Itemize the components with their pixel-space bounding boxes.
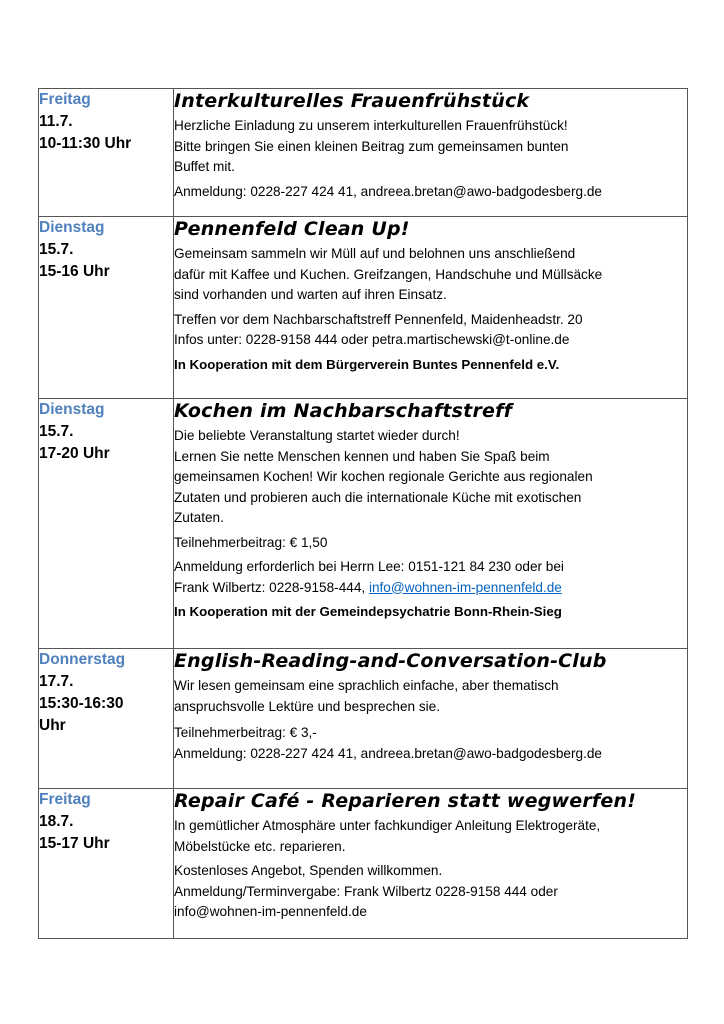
event-description: Wir lesen gemeinsam eine sprachlich einfache, aber thematisch anspruchsvolle Lektüre und besprechen sie.	[174, 678, 559, 714]
event-date-cell	[39, 89, 174, 217]
event-row-english-club	[39, 649, 688, 789]
event-title: Kochen im Nachbarschaftstreff	[174, 400, 513, 422]
event-day: Donnerstag	[39, 651, 126, 668]
event-row-clean-up	[39, 217, 688, 399]
event-title: Pennenfeld Clean Up!	[174, 218, 410, 240]
event-date: 18.7.	[39, 813, 74, 830]
event-cooperation: In Kooperation mit der Gemeindepsychatrie Bonn-Rhein-Sieg	[174, 604, 562, 619]
event-time: 15-17 Uhr	[39, 835, 110, 852]
event-title: English-Reading-and-Conversation-Club	[174, 650, 607, 672]
event-description: In gemütlicher Atmosphäre unter fachkundiger Anleitung Elektrogeräte, Möbelstücke etc. reparieren.	[174, 818, 601, 854]
event-date: 15.7.	[39, 241, 74, 258]
event-info-cell	[174, 399, 688, 649]
event-info-cell	[174, 649, 688, 789]
event-description: Die beliebte Veranstaltung startet wieder durch! Lernen Sie nette Menschen kennen und haben Sie Spaß beim gemeinsamen Kochen! Wir kochen regionale Gerichte aus regionalen Zutaten und probieren auch die internationale Küche mit exotischen Zutaten.	[174, 428, 593, 525]
event-date: 11.7.	[39, 113, 73, 130]
event-contact: Treffen vor dem Nachbarschaftstreff Pennenfeld, Maidenheadstr. 20 Infos unter: 0228-9158 444 oder petra.martischewski@t-online.de	[174, 311, 583, 347]
event-day: Freitag	[39, 91, 91, 108]
event-date-cell	[39, 217, 174, 399]
event-date-cell	[39, 399, 174, 649]
event-time: 17-20 Uhr	[39, 445, 110, 462]
event-schedule-table	[38, 88, 688, 939]
event-info-cell	[174, 89, 688, 217]
event-description: Herzliche Einladung zu unserem interkulturellen Frauenfrühstück! Bitte bringen Sie einen kleinen Beitrag zum gemeinsamen bunten Buffet mit.	[174, 118, 569, 174]
event-info-cell	[174, 217, 688, 399]
event-date-cell	[39, 789, 174, 939]
event-fee: Teilnehmerbeitrag: € 1,50	[174, 534, 328, 550]
event-date-cell	[39, 649, 174, 789]
event-cooperation: In Kooperation mit dem Bürgerverein Buntes Pennenfeld e.V.	[174, 356, 560, 372]
event-time: 15-16 Uhr	[39, 263, 110, 280]
event-date: 15.7.	[39, 423, 74, 440]
event-contact: Kostenloses Angebot, Spenden willkommen. Anmeldung/Terminvergabe: Frank Wilbertz 0228-9158 444 oder info@wohnen-im-pennenfeld.de	[174, 863, 558, 919]
event-day: Dienstag	[39, 219, 105, 236]
event-day: Freitag	[39, 791, 91, 808]
event-row-kochen	[39, 399, 688, 649]
event-time: 10-11:30 Uhr	[39, 135, 132, 152]
event-contact: Anmeldung: 0228-227 424 41, andreea.bretan@awo-badgodesberg.de	[174, 183, 602, 199]
event-contact: Anmeldung erforderlich bei Herrn Lee: 0151-121 84 230 oder bei Frank Wilbertz: 0228-9158-444, info@wohnen-im-pennenfeld.de	[174, 559, 564, 595]
event-time: 15:30-16:30 Uhr	[39, 695, 124, 734]
event-info-cell	[174, 789, 688, 939]
event-day: Dienstag	[39, 401, 105, 418]
event-contact: Teilnehmerbeitrag: € 3,- Anmeldung: 0228-227 424 41, andreea.bretan@awo-badgodesberg.de	[174, 725, 602, 761]
event-row-frauenfruehstueck	[39, 89, 688, 217]
event-title: Interkulturelles Frauenfrühstück	[174, 90, 530, 112]
event-description: Gemeinsam sammeln wir Müll auf und belohnen uns anschließend dafür mit Kaffee und Kuchen. Greifzangen, Handschuhe und Müllsäcke sind vorhanden und warten auf ihren Einsatz.	[174, 246, 603, 302]
event-row-repair-cafe	[39, 789, 688, 939]
email-link[interactable]: info@wohnen-im-pennenfeld.de	[368, 579, 562, 595]
event-date: 17.7.	[39, 673, 74, 690]
event-title: Repair Café - Reparieren statt wegwerfen!	[174, 790, 637, 812]
